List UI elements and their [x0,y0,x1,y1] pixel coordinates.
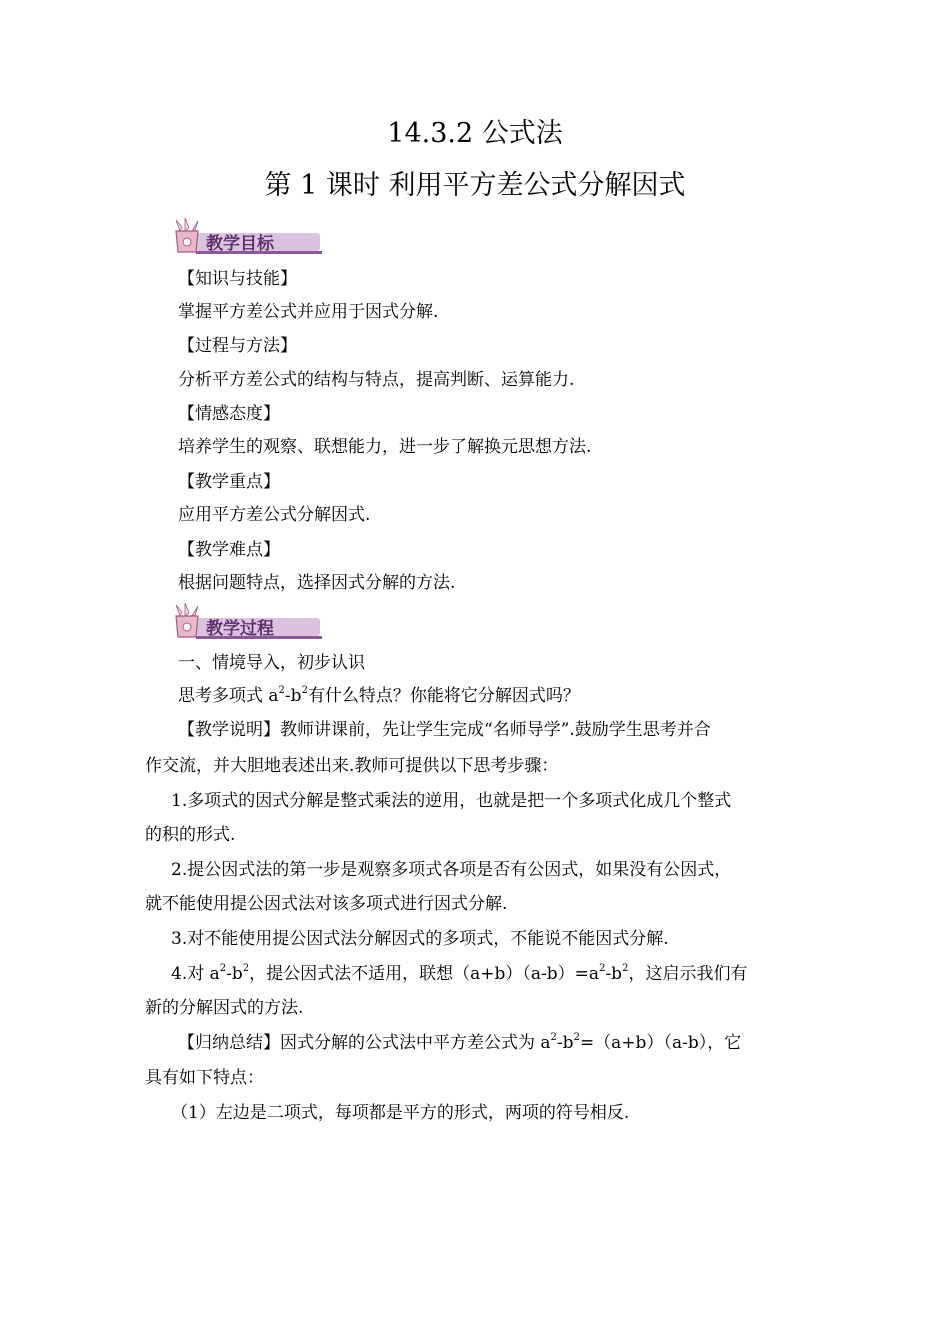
intro-question: 思考多项式 $a^2-b^2$有什么特点？你能将它分解因式吗？ [178,685,580,706]
teaching-note: 作交流，并大胆地表述出来.教师可提供以下思考步骤： [145,756,559,776]
objective-text: 应用平方差公式分解因式. [178,505,371,525]
step-item: 3.对不能使用提公因式法分解因式的多项式，不能说不能因式分解. [171,929,669,949]
process-badge [172,603,322,643]
teaching-note: 【教学说明】教师讲课前，先让学生完成“名师导学”.鼓励学生思考并合 [178,720,711,740]
objective-text: 培养学生的观察、联想能力，进一步了解换元思想方法. [178,437,592,457]
pen-cup-icon [172,603,322,643]
objective-text: 根据问题特点，选择因式分解的方法. [178,573,456,593]
objective-heading: 【教学重点】 [178,472,280,492]
objective-text: 分析平方差公式的结构与特点，提高判断、运算能力. [178,370,575,390]
step-item: 2.提公因式法的第一步是观察多项式各项是否有公因式，如果没有公因式， [171,860,732,880]
objective-heading: 【情感态度】 [178,404,280,424]
step-item: 4.对 $a^2-b^2$，提公因式法不适用，联想$(a+b)(a-b)=a^2-b^2$，这启示我们有 [171,963,748,984]
step-item: 新的分解因式的方法. [145,998,304,1018]
objectives-badge-label: 教学目标 [206,234,274,254]
feature-item: （1）左边是二项式，每项都是平方的形式，两项的符号相反. [171,1103,630,1123]
process-badge-label: 教学过程 [206,619,274,639]
objectives-badge [172,218,322,258]
summary: 具有如下特点： [145,1068,264,1088]
lesson-title: 第 1 课时 利用平方差公式分解因式 [264,170,686,201]
step-item: 的积的形式. [145,825,236,845]
step-item: 就不能使用提公因式法对该多项式进行因式分解. [145,894,508,914]
objective-text: 掌握平方差公式并应用于因式分解. [178,302,439,322]
objective-heading: 【过程与方法】 [178,336,297,356]
summary: 【归纳总结】因式分解的公式法中平方差公式为 $a^2-b^2=(a+b)(a-b)$，它 [178,1032,742,1053]
pen-cup-icon [172,218,322,258]
intro-heading: 一、情境导入，初步认识 [178,653,365,673]
step-item: 1.多项式的因式分解是整式乘法的逆用，也就是把一个多项式化成几个整式 [171,791,732,811]
section-title: 14.3.2 公式法 [387,118,563,149]
objective-heading: 【教学难点】 [178,540,280,560]
objective-heading: 【知识与技能】 [178,269,297,289]
